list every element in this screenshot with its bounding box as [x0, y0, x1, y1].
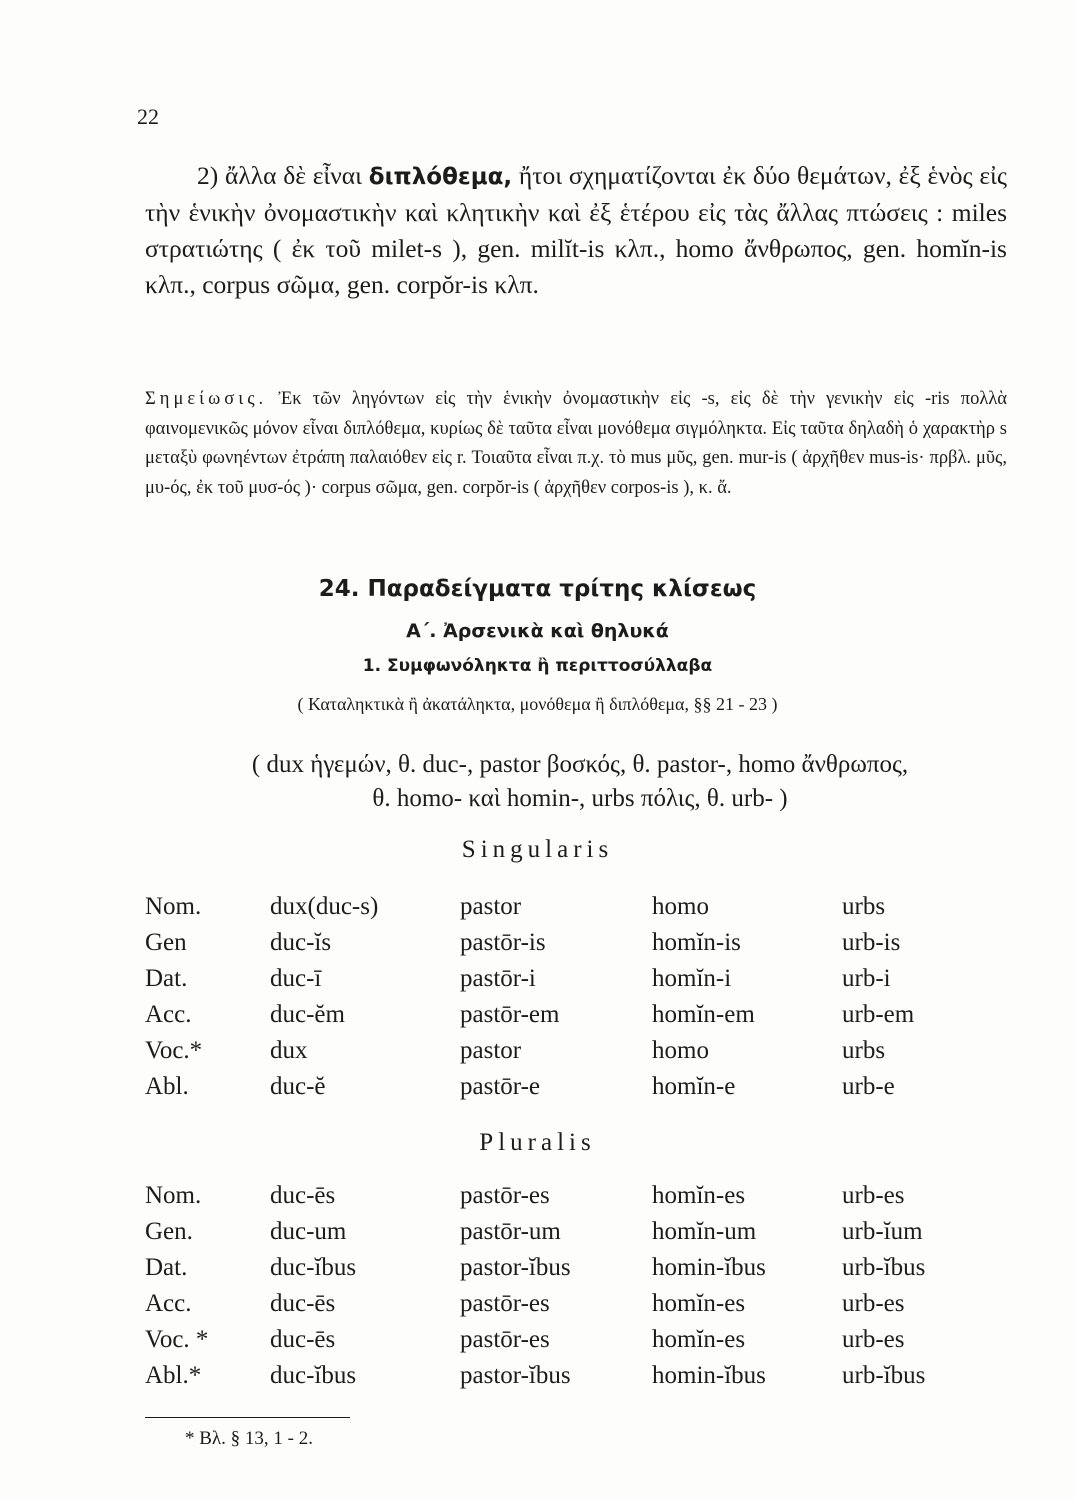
form-homo: homĭn-em — [652, 1001, 755, 1028]
form-pastor: pastor — [460, 893, 522, 920]
form-dux: duc-ĭbus — [270, 1362, 357, 1389]
case-label: Voc. * — [145, 1326, 209, 1353]
form-homo: homĭn-is — [652, 929, 741, 956]
form-urbs: urbs — [842, 1037, 886, 1064]
form-urbs: urb-i — [842, 965, 891, 992]
form-dux: duc-ēs — [270, 1326, 336, 1353]
examples-line-1: ( dux ἡγεμών, θ. duc-, pastor βοσκός, θ. pastor-, homo ἄνθρωπος, — [251, 751, 909, 778]
form-homo: homĭn-es — [652, 1326, 746, 1353]
singularis-heading: Singularis — [461, 836, 614, 863]
form-urbs: urb-es — [842, 1290, 905, 1317]
form-urbs: urb-e — [842, 1073, 895, 1100]
form-homo: homo — [652, 893, 709, 920]
table-row — [0, 1182, 1075, 1218]
table-row — [0, 929, 1075, 965]
case-label: Dat. — [145, 965, 188, 992]
form-pastor: pastor-ĭbus — [460, 1254, 571, 1281]
section-title: 24. Παραδείγματα τρίτης κλίσεως — [318, 576, 757, 602]
remark-paragraph — [145, 385, 1007, 503]
table-row — [0, 1073, 1075, 1109]
remark-text: Ἐκ τῶν ληγόντων εἰς τὴν ἑνικὴν ὀνομαστικὴν εἰς -s, εἰς δὲ τὴν γενικὴν εἰς -ris πολλὰ φαινομενικῶς μόνον εἶναι διπλόθεμα, κυρίως δὲ ταῦτα εἶναι μονόθεμα σιγμόληκτα. Εἰς ταῦτα δηλαδὴ ὁ χαρακτὴρ s μεταξὺ φωνηέντων ἐτράπη παλαιόθεν εἰς r. Τοιαῦτα εἶναι π.χ. τὸ mus μῦς, gen. mur-is ( ἀρχῆθεν mus-is· πρβλ. μῦς, μυ-ός, ἐκ τοῦ μυσ-ός )· corpus σῶμα, gen. corpŏr-is ( ἀρχῆθεν corpos-is ), κ. ἄ. — [145, 389, 1007, 498]
case-label: Dat. — [145, 1254, 188, 1281]
table-row — [0, 1326, 1075, 1362]
table-row — [0, 1037, 1075, 1073]
form-dux: dux — [270, 1037, 308, 1064]
form-dux: dux(duc-s) — [270, 893, 379, 920]
form-homo: homĭn-es — [652, 1182, 746, 1209]
form-pastor: pastōr-es — [460, 1290, 550, 1317]
case-label: Gen. — [145, 1218, 193, 1245]
remark-label: Σημείωσις. — [145, 389, 268, 409]
case-label: Acc. — [145, 1001, 192, 1028]
form-dux: duc-ĕ — [270, 1073, 326, 1100]
paragraph-body: ἤτοι σχηματίζονται ἐκ δύο θεμάτων, ἐξ ἑνὸς εἰς τὴν ἑνικὴν ὀνομαστικὴν καὶ κλητικὴν καὶ ἐξ ἑτέρου εἰς τὰς ἄλλας πτώσεις : miles στρατιώτης ( ἐκ τοῦ milet-s ), gen. milĭt-is κλπ., homo ἄνθρωπος, gen. homĭn-is κλπ., corpus σῶμα, gen. corpŏr-is κλπ. — [145, 161, 1008, 299]
table-row — [0, 893, 1075, 929]
case-label: Acc. — [145, 1290, 192, 1317]
table-row — [0, 1290, 1075, 1326]
form-urbs: urb-em — [842, 1001, 915, 1028]
form-homo: homĭn-um — [652, 1218, 757, 1245]
form-dux: duc-um — [270, 1218, 347, 1245]
table-row — [0, 1362, 1075, 1398]
case-label: Nom. — [145, 1182, 202, 1209]
case-label: Nom. — [145, 893, 202, 920]
form-homo: homĭn-es — [652, 1290, 746, 1317]
form-dux: duc-ĭbus — [270, 1254, 357, 1281]
form-homo: homĭn-i — [652, 965, 732, 992]
form-urbs: urb-es — [842, 1182, 905, 1209]
form-pastor: pastōr-es — [460, 1326, 550, 1353]
form-urbs: urb-ĭbus — [842, 1362, 926, 1389]
form-dux: duc-ēs — [270, 1290, 336, 1317]
table-row — [0, 965, 1075, 1001]
form-pastor: pastōr-e — [460, 1073, 541, 1100]
form-urbs: urb-is — [842, 929, 901, 956]
form-urbs: urbs — [842, 893, 886, 920]
footnote-divider — [145, 1417, 350, 1418]
category-note: ( Καταληκτικὰ ἢ ἀκατάληκτα, μονόθεμα ἢ διπλόθεμα, §§ 21 - 23 ) — [297, 694, 778, 714]
case-label: Gen — [145, 929, 187, 956]
form-urbs: urb-es — [842, 1326, 905, 1353]
form-dux: duc-ĭs — [270, 929, 332, 956]
form-urbs: urb-ĭbus — [842, 1254, 926, 1281]
form-pastor: pastōr-i — [460, 965, 536, 992]
form-homo: homin-ĭbus — [652, 1254, 766, 1281]
form-dux: duc-ī — [270, 965, 322, 992]
paragraph-diplothema — [145, 158, 1007, 303]
case-label: Abl.* — [145, 1362, 202, 1389]
form-homo: homin-ĭbus — [652, 1362, 766, 1389]
form-homo: homĭn-e — [652, 1073, 736, 1100]
examples-block — [140, 748, 1020, 816]
page-number: 22 — [137, 104, 159, 129]
form-homo: homo — [652, 1037, 709, 1064]
form-pastor: pastōr-em — [460, 1001, 560, 1028]
table-row — [0, 1001, 1075, 1037]
form-dux: duc-ēs — [270, 1182, 336, 1209]
form-pastor: pastor-ĭbus — [460, 1362, 571, 1389]
form-pastor: pastōr-um — [460, 1218, 561, 1245]
paragraph-intro: 2) ἄλλα δὲ εἶναι — [197, 161, 369, 190]
form-pastor: pastōr-es — [460, 1182, 550, 1209]
subsubsection-title: 1. Συμφωνόληκτα ἢ περιττοσύλλαβα — [362, 656, 713, 676]
footnote: * Βλ. § 13, 1 - 2. — [185, 1428, 313, 1449]
examples-line-2: θ. homo- καὶ homin-, urbs πόλις, θ. urb- ) — [372, 785, 788, 812]
table-row — [0, 1218, 1075, 1254]
form-pastor: pastor — [460, 1037, 522, 1064]
case-label: Abl. — [145, 1073, 189, 1100]
pluralis-heading: Pluralis — [479, 1129, 596, 1156]
term-diplothema: διπλόθεμα, — [368, 164, 513, 190]
subsection-title: Α΄. Ἀρσενικὰ καὶ θηλυκά — [406, 620, 669, 642]
form-urbs: urb-ĭum — [842, 1218, 923, 1245]
table-row — [0, 1254, 1075, 1290]
form-dux: duc-ĕm — [270, 1001, 345, 1028]
case-label: Voc.* — [145, 1037, 203, 1064]
form-pastor: pastōr-is — [460, 929, 546, 956]
